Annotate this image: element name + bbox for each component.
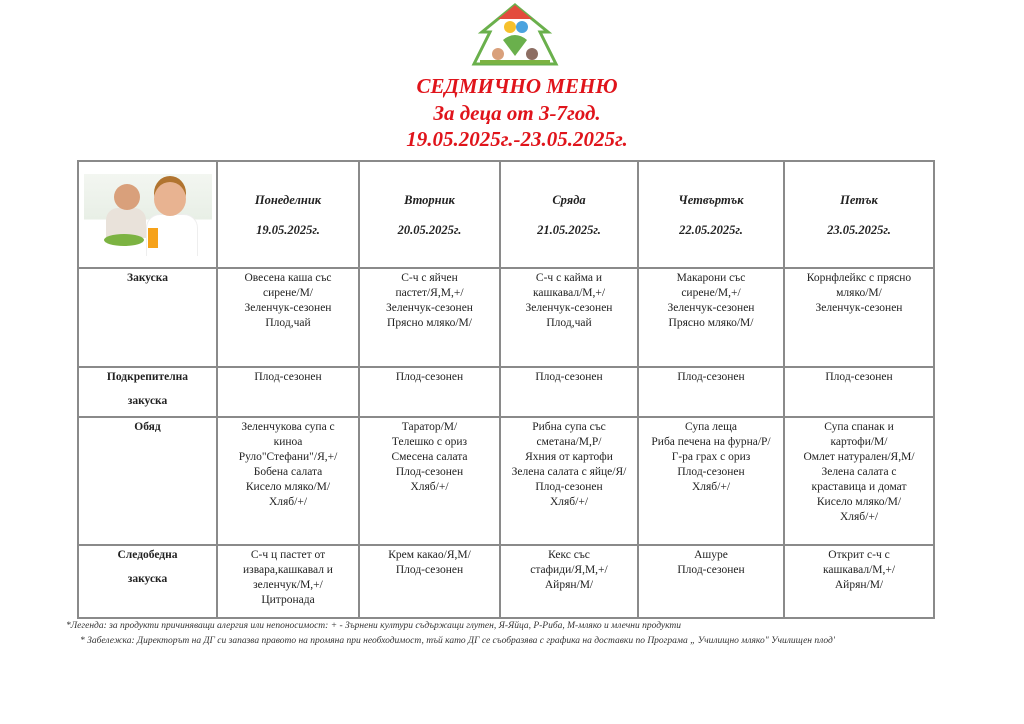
menu-item: Руло"Стефани"/Я,+/ [238,451,338,463]
menu-item: пастет/Я,М,+/ [395,287,464,299]
menu-item: кашкавал/М,+/ [822,564,896,576]
day-header-tuesday: Вторник 20.05.2025г. [359,161,500,268]
menu-item: Хляб/+/ [410,481,449,493]
menu-item: Риба печена на фурна/Р/ [651,436,771,448]
menu-cell [217,367,359,417]
menu-item: Кисело мляко/М/ [245,481,331,493]
menu-item: Зеленчукова супа с [241,421,335,433]
menu-item: мляко/М/ [836,287,882,299]
menu-cell [217,268,359,367]
table-header-row [78,161,934,268]
menu-item: Бобена салата [253,466,323,478]
menu-item: Айрян/М/ [544,579,594,591]
kindergarten-logo [470,2,560,70]
page-subtitle: За деца от 3-7год. [433,101,601,125]
menu-item: извара,кашкавал и [243,564,333,576]
meal-row [78,367,934,417]
menu-item: Плод,чай [265,317,311,329]
meal-label: Закуска [78,268,217,367]
menu-item: Плод-сезонен [395,564,464,576]
menu-cell [217,545,359,618]
menu-cell [359,268,500,367]
menu-period: 19.05.2025г.-23.05.2025г. [406,127,628,151]
day-header-monday: Понеделник 19.05.2025г. [217,161,359,268]
menu-item: Крем какао/Я,М/ [388,549,471,561]
meal-row [78,268,934,367]
menu-item: Цитронада [261,594,315,606]
allergen-legend: *Легенда: за продукти причиняващи алергия или непоносимост: + - Зърнени култури съдържащи глутен, Я-Яйца, Р-Риба, М-мляко и млечни продукти [66,621,682,631]
menu-item: Прясно мляко/М/ [387,317,472,329]
menu-cell [784,367,934,417]
menu-cell [359,367,500,417]
menu-item: Плод,чай [546,317,592,329]
menu-item: картофи/М/ [830,436,888,448]
menu-item: Овесена каша със [244,272,332,284]
menu-item: стафиди/Я,М,+/ [530,564,608,576]
menu-item: Айрян/М/ [834,579,884,591]
menu-cell [784,545,934,618]
menu-item: сирене/М/ [263,287,313,299]
children-photo-cell [78,161,217,268]
day-header-wednesday: Сряда 21.05.2025г. [500,161,638,268]
menu-item: кашкавал/М,+/ [532,287,606,299]
menu-cell [638,268,784,367]
meal-label: Следобедна закуска [78,545,217,618]
menu-item: Зелена салата с [821,466,897,478]
menu-item: Зеленчук-сезонен [667,302,755,314]
menu-item: Супа леща [684,421,738,433]
meal-label: Обяд [78,417,217,545]
menu-item: Зеленчук-сезонен [525,302,613,314]
menu-item: Плод-сезонен [677,564,745,576]
menu-item: С-ч ц пастет от [250,549,326,561]
menu-item: Хляб/+/ [691,481,731,493]
menu-cell [500,545,638,618]
menu-cell [638,545,784,618]
menu-cell [359,417,500,545]
menu-item: Зеленчук-сезонен [815,302,903,314]
menu-item: Г-ра грах с ориз [671,451,751,463]
menu-cell [500,417,638,545]
menu-item: Хляб/+/ [549,496,589,508]
meal-row [78,545,934,618]
menu-item: Зелена салата с яйце/Я/ [511,466,627,478]
day-header-friday: Петък 23.05.2025г. [784,161,934,268]
menu-item: Ашуре [694,549,728,561]
menu-item: сирене/М,+/ [681,287,741,299]
director-note: * Забележка: Директорът на ДГ си запазва правото на промяна при необходимост, тъй като ДГ се съобразява с графика на доставки по Програма „ Училищно мляко" Училищен плод' [80,636,835,646]
menu-cell [500,268,638,367]
menu-item: Плод-сезонен [825,371,893,383]
menu-item: Корнфлейкс с прясно [806,272,912,284]
menu-item: киноа [273,436,303,448]
meal-label: Подкрепителна закуска [78,367,217,417]
menu-item: Яхния от картофи [525,451,613,463]
day-header-thursday: Четвъртък 22.05.2025г. [638,161,784,268]
menu-item: Плод-сезонен [535,371,603,383]
menu-item: С-ч с кайма и [535,272,603,284]
menu-item: Хляб/+/ [268,496,308,508]
menu-cell [784,268,934,367]
menu-item: Плод-сезонен [535,481,603,493]
menu-item: Плод-сезонен [677,371,745,383]
menu-item: Плод-сезонен [254,371,322,383]
menu-cell [784,417,934,545]
menu-cell [500,367,638,417]
menu-item: Супа спанак и [824,421,894,433]
menu-item: Плод-сезонен [395,371,464,383]
menu-item: Открит с-ч с [828,549,890,561]
menu-cell [638,367,784,417]
menu-table [77,160,935,619]
menu-cell [638,417,784,545]
menu-item: Омлет натурален/Я,М/ [803,451,915,463]
menu-item: Хляб/+/ [839,511,879,523]
menu-item: Смесена салата [391,451,468,463]
children-eating-photo [84,174,212,256]
menu-item: Макарони със [676,272,746,284]
menu-item: сметана/М,Р/ [536,436,602,448]
menu-item: зеленчук/М,+/ [253,579,323,591]
menu-item: Зеленчук-сезонен [244,302,332,314]
menu-item: Плод-сезонен [677,466,745,478]
menu-item: Таратор/М/ [401,421,458,433]
menu-item: Зеленчук-сезонен [386,302,473,314]
menu-item: краставица и домат [811,481,907,493]
menu-item: Рибна супа със [532,421,606,433]
page-title: СЕДМИЧНО МЕНЮ [416,74,618,98]
menu-item: Телешко с ориз [391,436,468,448]
menu-item: Кекс със [548,549,590,561]
menu-cell [359,545,500,618]
menu-item: Плод-сезонен [395,466,464,478]
menu-item: С-ч с яйчен [401,272,458,284]
menu-cell [217,417,359,545]
menu-item: Кисело мляко/М/ [816,496,902,508]
menu-item: Прясно мляко/М/ [668,317,754,329]
meal-row [78,417,934,545]
